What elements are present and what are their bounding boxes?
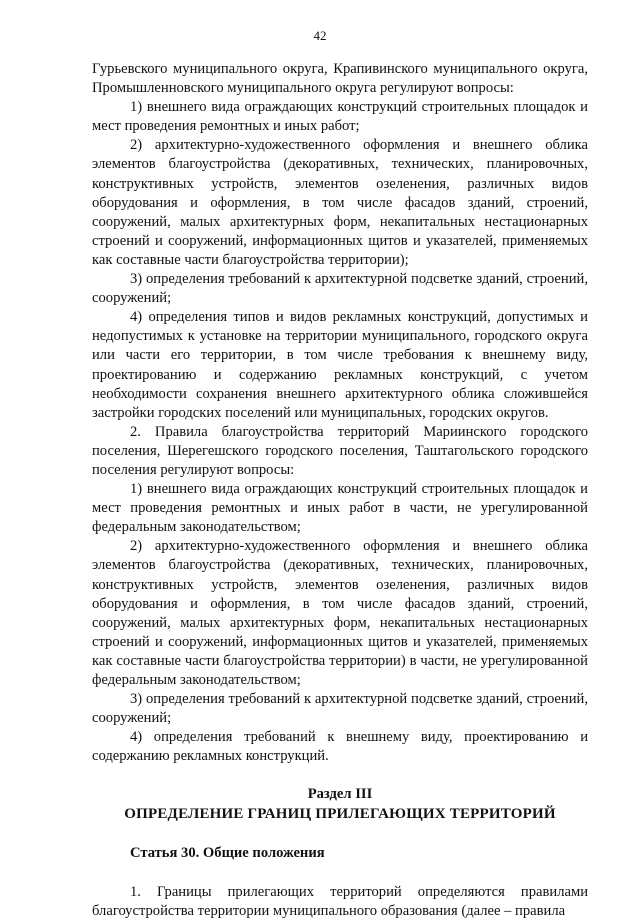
list-item: 3) определения требований к архитектурной подсветке зданий, строений, сооружений; — [92, 691, 588, 727]
list-item: 1) внешнего вида ограждающих конструкций строительных площадок и мест проведения ремонтных и иных работ в части, не урегулированной федеральным законодательством; — [92, 481, 588, 536]
section-label: Раздел III — [307, 786, 373, 803]
page-number: 42 — [313, 28, 327, 43]
paragraph-continuation: Гурьевского муниципального округа, Крапивинского муниципального округа, Промышленновского муниципального округа регулируют вопросы: — [92, 61, 588, 97]
article-heading: Статья 30. Общие положения — [130, 844, 325, 861]
section-title: ОПРЕДЕЛЕНИЕ ГРАНИЦ ПРИЛЕГАЮЩИХ ТЕРРИТОРИЙ — [124, 805, 556, 822]
list-item: 4) определения требований к внешнему виду, проектированию и содержанию рекламных конструкций. — [92, 729, 588, 765]
article-paragraph: 1. Границы прилегающих территорий определяются правилами благоустройства территории муниципального образования (далее – правила — [92, 883, 588, 919]
list-item: 2) архитектурно-художественного оформления и внешнего облика элементов благоустройства (декоративных, технических, планировочных, конструктивных устройств, элементов озеленения, различных видов оборудования и оформления, в том числе фасадов зданий, строений, сооружений, малых архитектурных форм, некапитальных нестационарных строений и сооружений, информационных щитов и указателей, применяемых как составные части благоустройства территории); — [92, 137, 588, 268]
list-item: 4) определения типов и видов рекламных конструкций, допустимых и недопустимых к установке на территории муниципального, городского округа или части его территории, в том числе требования к внешнему виду, проектированию и содержанию рекламных конструкций, с учетом необходимости сохранения внешнего архитектурного облика сложившейся застройки городских поселений или муниципальных, городских округов. — [92, 309, 588, 421]
list-item: 3) определения требований к архитектурной подсветке зданий, строений, сооружений; — [92, 271, 588, 307]
list-item: 1) внешнего вида ограждающих конструкций строительных площадок и мест проведения ремонтных и иных работ; — [92, 99, 588, 135]
document-body — [92, 60, 588, 921]
list-item: 2) архитектурно-художественного оформления и внешнего облика элементов благоустройства (декоративных, технических, планировочных, конструктивных устройств, элементов озеленения, различных видов оборудования и оформления, в том числе фасадов зданий, строений, сооружений, малых архитектурных форм, некапитальных нестационарных строений и сооружений, информационных щитов и указателей, применяемых как составные части благоустройства территории) в части, не урегулированной федеральным законодательством; — [92, 538, 588, 688]
paragraph: 2. Правила благоустройства территорий Мариинского городского поселения, Шерегешского городского поселения, Таштагольского городского поселения регулируют вопросы: — [92, 423, 588, 478]
